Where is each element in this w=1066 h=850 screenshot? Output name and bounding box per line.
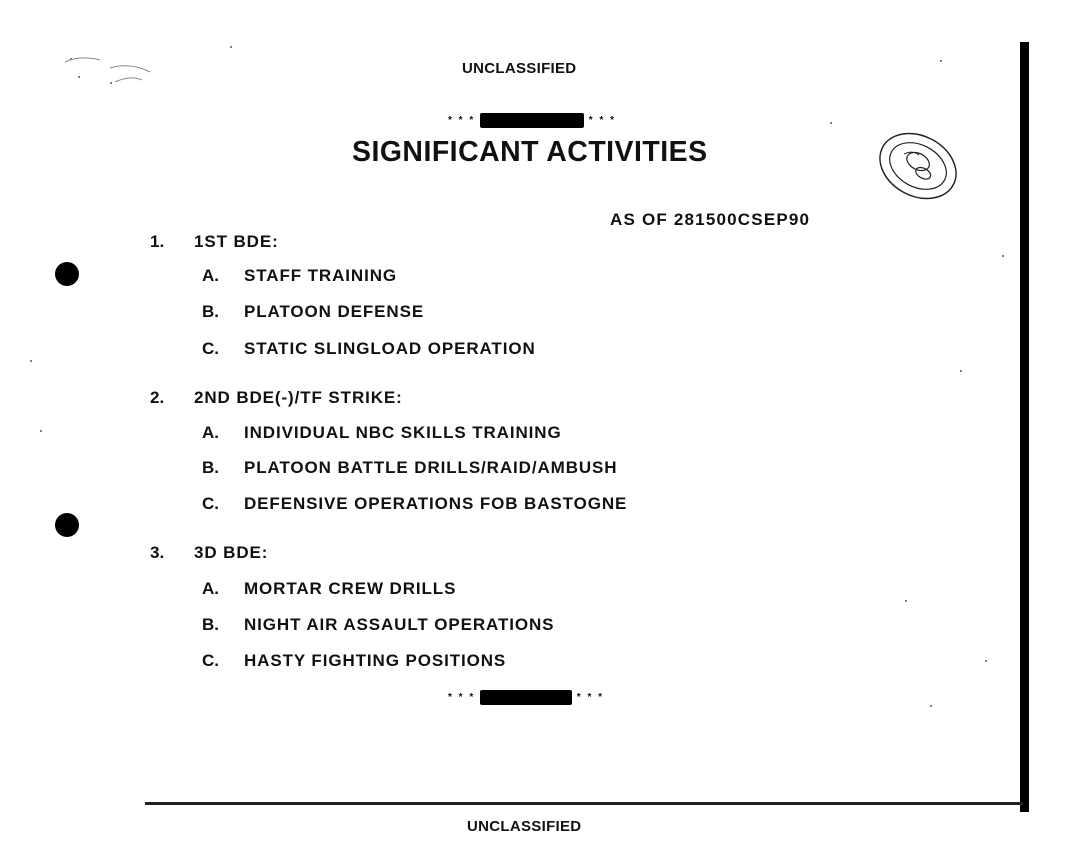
scan-speck bbox=[905, 600, 907, 602]
banner-stars-right: * * * bbox=[588, 115, 617, 127]
list-item: PLATOON BATTLE DRILLS/RAID/AMBUSH bbox=[244, 458, 618, 477]
page-title: SIGNIFICANT ACTIVITIES bbox=[352, 136, 708, 168]
scan-smudge bbox=[60, 50, 160, 90]
redaction-bar bbox=[480, 690, 572, 705]
scan-speck bbox=[30, 360, 32, 362]
punch-hole-top bbox=[55, 262, 79, 286]
scan-speck bbox=[830, 122, 832, 124]
item-letter: C. bbox=[202, 494, 219, 513]
banner-stars-right: * * * bbox=[576, 692, 605, 704]
list-item: STAFF TRAINING bbox=[244, 266, 397, 285]
scan-speck bbox=[230, 46, 232, 48]
item-letter: C. bbox=[202, 651, 219, 670]
scan-speck bbox=[960, 370, 962, 372]
section-heading: 1ST BDE: bbox=[194, 232, 279, 251]
section-heading: 3D BDE: bbox=[194, 543, 269, 562]
scan-speck bbox=[40, 430, 42, 432]
section-number: 2. bbox=[150, 388, 165, 407]
item-letter: B. bbox=[202, 302, 219, 321]
list-item: INDIVIDUAL NBC SKILLS TRAINING bbox=[244, 423, 562, 442]
scan-speck bbox=[1002, 255, 1004, 257]
bottom-rule bbox=[145, 802, 1023, 805]
section-number: 3. bbox=[150, 543, 165, 562]
item-letter: A. bbox=[202, 423, 219, 442]
list-item: MORTAR CREW DRILLS bbox=[244, 579, 457, 598]
footer-classification: UNCLASSIFIED bbox=[467, 818, 582, 835]
list-item: PLATOON DEFENSE bbox=[244, 302, 425, 321]
item-letter: A. bbox=[202, 266, 219, 285]
item-letter: B. bbox=[202, 458, 219, 477]
item-letter: A. bbox=[202, 579, 219, 598]
as-of-date: AS OF 281500CSEP90 bbox=[610, 210, 811, 229]
banner-stars-left: * * * bbox=[448, 115, 476, 127]
redacted-banner-top bbox=[448, 113, 616, 128]
page-edge-bar bbox=[1020, 42, 1029, 812]
item-letter: C. bbox=[202, 339, 219, 358]
redacted-banner-bottom bbox=[448, 690, 604, 705]
section-number: 1. bbox=[150, 232, 165, 251]
punch-hole-bottom bbox=[55, 513, 79, 537]
stamp-logo bbox=[872, 124, 964, 208]
section-heading: 2ND BDE(-)/TF STRIKE: bbox=[194, 388, 403, 407]
redaction-bar bbox=[480, 113, 584, 128]
scan-speck bbox=[940, 60, 942, 62]
scan-speck bbox=[930, 705, 932, 707]
header-classification: UNCLASSIFIED bbox=[462, 60, 577, 77]
item-letter: B. bbox=[202, 615, 219, 634]
list-item: STATIC SLINGLOAD OPERATION bbox=[244, 339, 536, 358]
list-item: DEFENSIVE OPERATIONS FOB BASTOGNE bbox=[244, 494, 628, 513]
banner-stars-left: * * * bbox=[448, 692, 476, 704]
list-item: NIGHT AIR ASSAULT OPERATIONS bbox=[244, 615, 555, 634]
list-item: HASTY FIGHTING POSITIONS bbox=[244, 651, 507, 670]
scan-speck bbox=[985, 660, 987, 662]
